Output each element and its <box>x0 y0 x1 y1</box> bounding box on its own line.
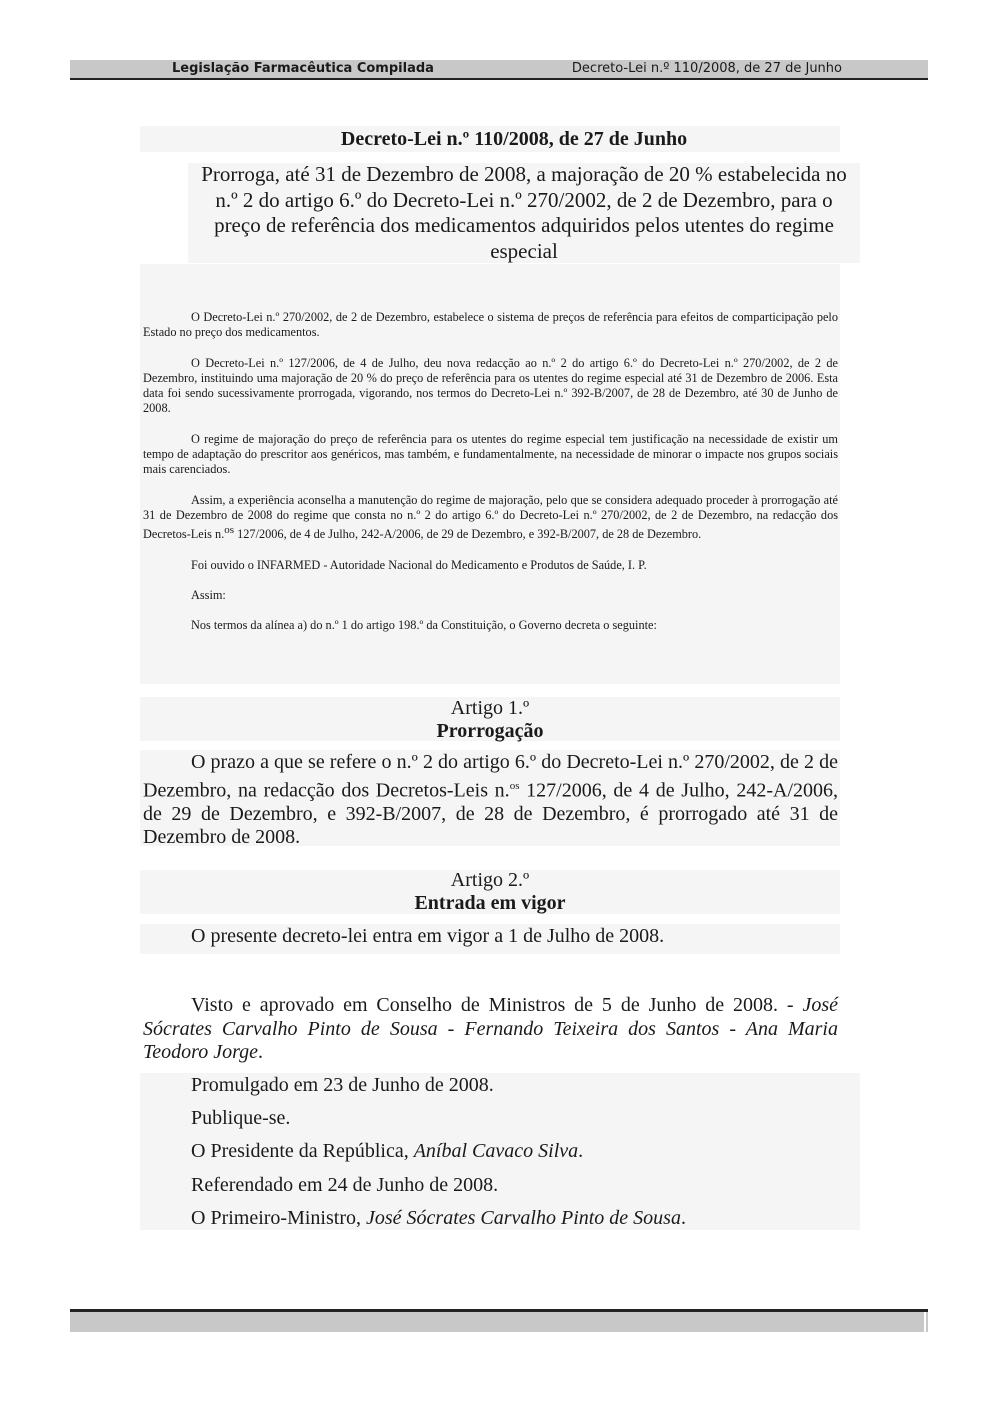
preamble-paragraph <box>143 493 838 543</box>
page-header <box>70 60 928 80</box>
preamble-paragraph: Nos termos da alínea a) do n.º 1 do artigo 198.º da Constituição, o Governo decreta o seguinte: <box>191 618 657 633</box>
article1-body <box>143 751 838 850</box>
article1-number: Artigo 1.º <box>450 697 530 719</box>
preamble-text: Assim, a experiência aconselha a manutenção do regime de majoração, pelo que se considera adequado proceder à prorrogação até 31 de Dezembro de 2008 do regime que consta no n.º 2 do artigo 6.º do Decreto-Lei n.º 270/2002, de 2 de Dezembro, na redacção dos Decretos-Leis n. <box>143 492 838 542</box>
preamble-paragraph: O Decreto-Lei n.º 127/2006, de 4 de Julho, deu nova redacção ao n.º 2 do artigo 6.º do Decreto-Lei n.º 270/2002, de 2 de Dezembro, instituindo uma majoração de 20 % do preço de referência para os utentes do regime especial até 31 de Dezembro de 2006. Esta data foi sendo sucessivamente prorrogada, vigorando, nos termos do Decreto-Lei n.º 392-B/2007, de 28 de Dezembro, até 30 de Junho de 2008. <box>143 355 838 416</box>
president-line <box>191 1140 583 1163</box>
article2-body: O presente decreto-lei entra em vigor a 1 de Julho de 2008. <box>191 925 665 947</box>
approval-paragraph <box>143 994 838 1065</box>
document-subtitle: Prorroga, até 31 de Dezembro de 2008, a majoração de 20 % estabelecida no n.º 2 do artigo 6.º do Decreto-Lei n.º 270/2002, de 2 de Dezembro, para o preço de referência dos medicamentos adquiridos pelos utentes do regime especial <box>201 162 847 263</box>
prime-minister-name: José Sócrates Carvalho Pinto de Sousa <box>366 1207 681 1229</box>
page-footer <box>70 1312 928 1332</box>
publication-line: Publique-se. <box>191 1107 291 1129</box>
article2-title: Entrada em vigor <box>414 892 566 914</box>
preamble <box>143 310 838 649</box>
superscript: os <box>224 524 235 537</box>
prime-minister-line <box>191 1207 686 1230</box>
article1-heading <box>140 697 840 743</box>
approval-end: . <box>258 1041 263 1063</box>
referendum-line: Referendado em 24 de Junho de 2008. <box>191 1174 499 1196</box>
article1-text: O prazo a que se refere o n.º 2 do artigo 6.º do Decreto-Lei n.º 270/2002, de 2 de Dezembro, na redacção dos Decretos-Leis n. <box>143 751 838 802</box>
article2-heading <box>140 869 840 915</box>
preamble-paragraph: Foi ouvido o INFARMED - Autoridade Nacional do Medicamento e Produtos de Saúde, I. P. <box>191 557 647 572</box>
president-label: O Presidente da República, <box>191 1140 414 1162</box>
footer-divider <box>924 1312 926 1332</box>
superscript: os <box>509 779 520 792</box>
approval-signatories: José Sócrates Carvalho Pinto de Sousa - Fernando Teixeira dos Santos - Ana Maria Teodoro Jorge <box>143 994 838 1063</box>
header-left-title: Legislação Farmacêutica Compilada <box>172 61 434 76</box>
document-title: Decreto-Lei n.º 110/2008, de 27 de Junho <box>340 128 688 150</box>
article2-number: Artigo 2.º <box>450 869 530 891</box>
article1-text: 127/2006, de 4 de Julho, 242-A/2006, de 29 de Dezembro, e 392-B/2007, de 28 de Dezembro, é prorrogado até 31 de Dezembro de 2008. <box>143 779 838 849</box>
president-dot: . <box>578 1140 584 1162</box>
preamble-paragraph: O regime de majoração do preço de referência para os utentes do regime especial tem justificação na necessidade de existir um tempo de adaptação do prescritor aos genéricos, mas também, e fundamentalmente, na necessidade de minorar o impacte nos grupos sociais mais carenciados. <box>143 431 838 477</box>
approval-text: Visto e aprovado em Conselho de Ministros de 5 de Junho de 2008. - <box>191 994 803 1016</box>
promulgation-line: Promulgado em 23 de Junho de 2008. <box>191 1074 494 1096</box>
preamble-paragraph: Assim: <box>191 587 226 602</box>
header-right-title: Decreto-Lei n.º 110/2008, de 27 de Junho <box>571 61 842 76</box>
preamble-text: 127/2006, de 4 de Julho, 242-A/2006, de 29 de Dezembro, e 392-B/2007, de 28 de Dezembro. <box>234 527 702 542</box>
prime-minister-label: O Primeiro-Ministro, <box>191 1207 366 1229</box>
article1-title: Prorrogação <box>436 720 544 742</box>
president-name: Aníbal Cavaco Silva <box>413 1140 579 1162</box>
preamble-paragraph: O Decreto-Lei n.º 270/2002, de 2 de Dezembro, estabelece o sistema de preços de referência para efeitos de comparticipação pelo Estado no preço dos medicamentos. <box>143 310 838 340</box>
prime-minister-dot: . <box>680 1207 686 1229</box>
